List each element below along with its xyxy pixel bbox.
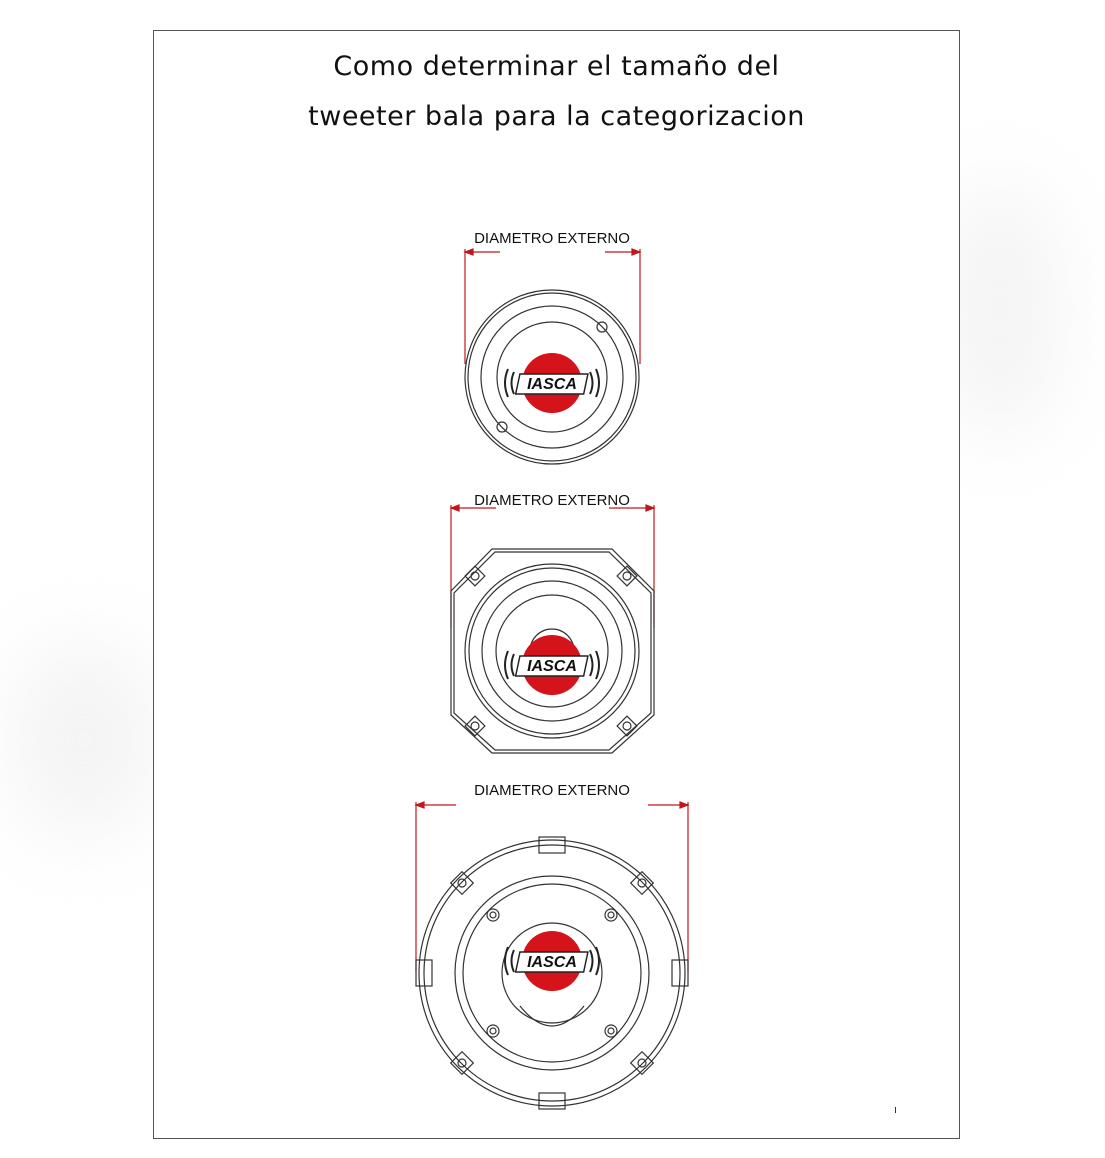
page-title-line-1: Como determinar el tamaño del: [333, 51, 780, 82]
iasca-logo-3: [505, 931, 599, 991]
figure-square-tweeter: [451, 492, 654, 753]
figure-round-tweeter: [465, 230, 640, 464]
dimension-label-2: DIAMETRO EXTERNO: [474, 492, 630, 509]
svg-text:IASCA: IASCA: [527, 658, 577, 675]
iasca-logo-2: [505, 635, 599, 695]
document-page: [153, 30, 960, 1139]
dimension-label-1: DIAMETRO EXTERNO: [474, 230, 630, 247]
tweeter-drawings: [154, 31, 961, 1140]
page-shadow-left: [10, 640, 160, 840]
figure-notched-tweeter: [416, 782, 688, 1109]
iasca-logo-1: [505, 353, 599, 413]
svg-text:IASCA: IASCA: [527, 376, 577, 393]
dimension-label-3: DIAMETRO EXTERNO: [474, 782, 630, 799]
svg-text:IASCA: IASCA: [527, 954, 577, 971]
page-mark: [895, 1107, 896, 1113]
page-title-line-2: tweeter bala para la categorizacion: [308, 101, 805, 132]
